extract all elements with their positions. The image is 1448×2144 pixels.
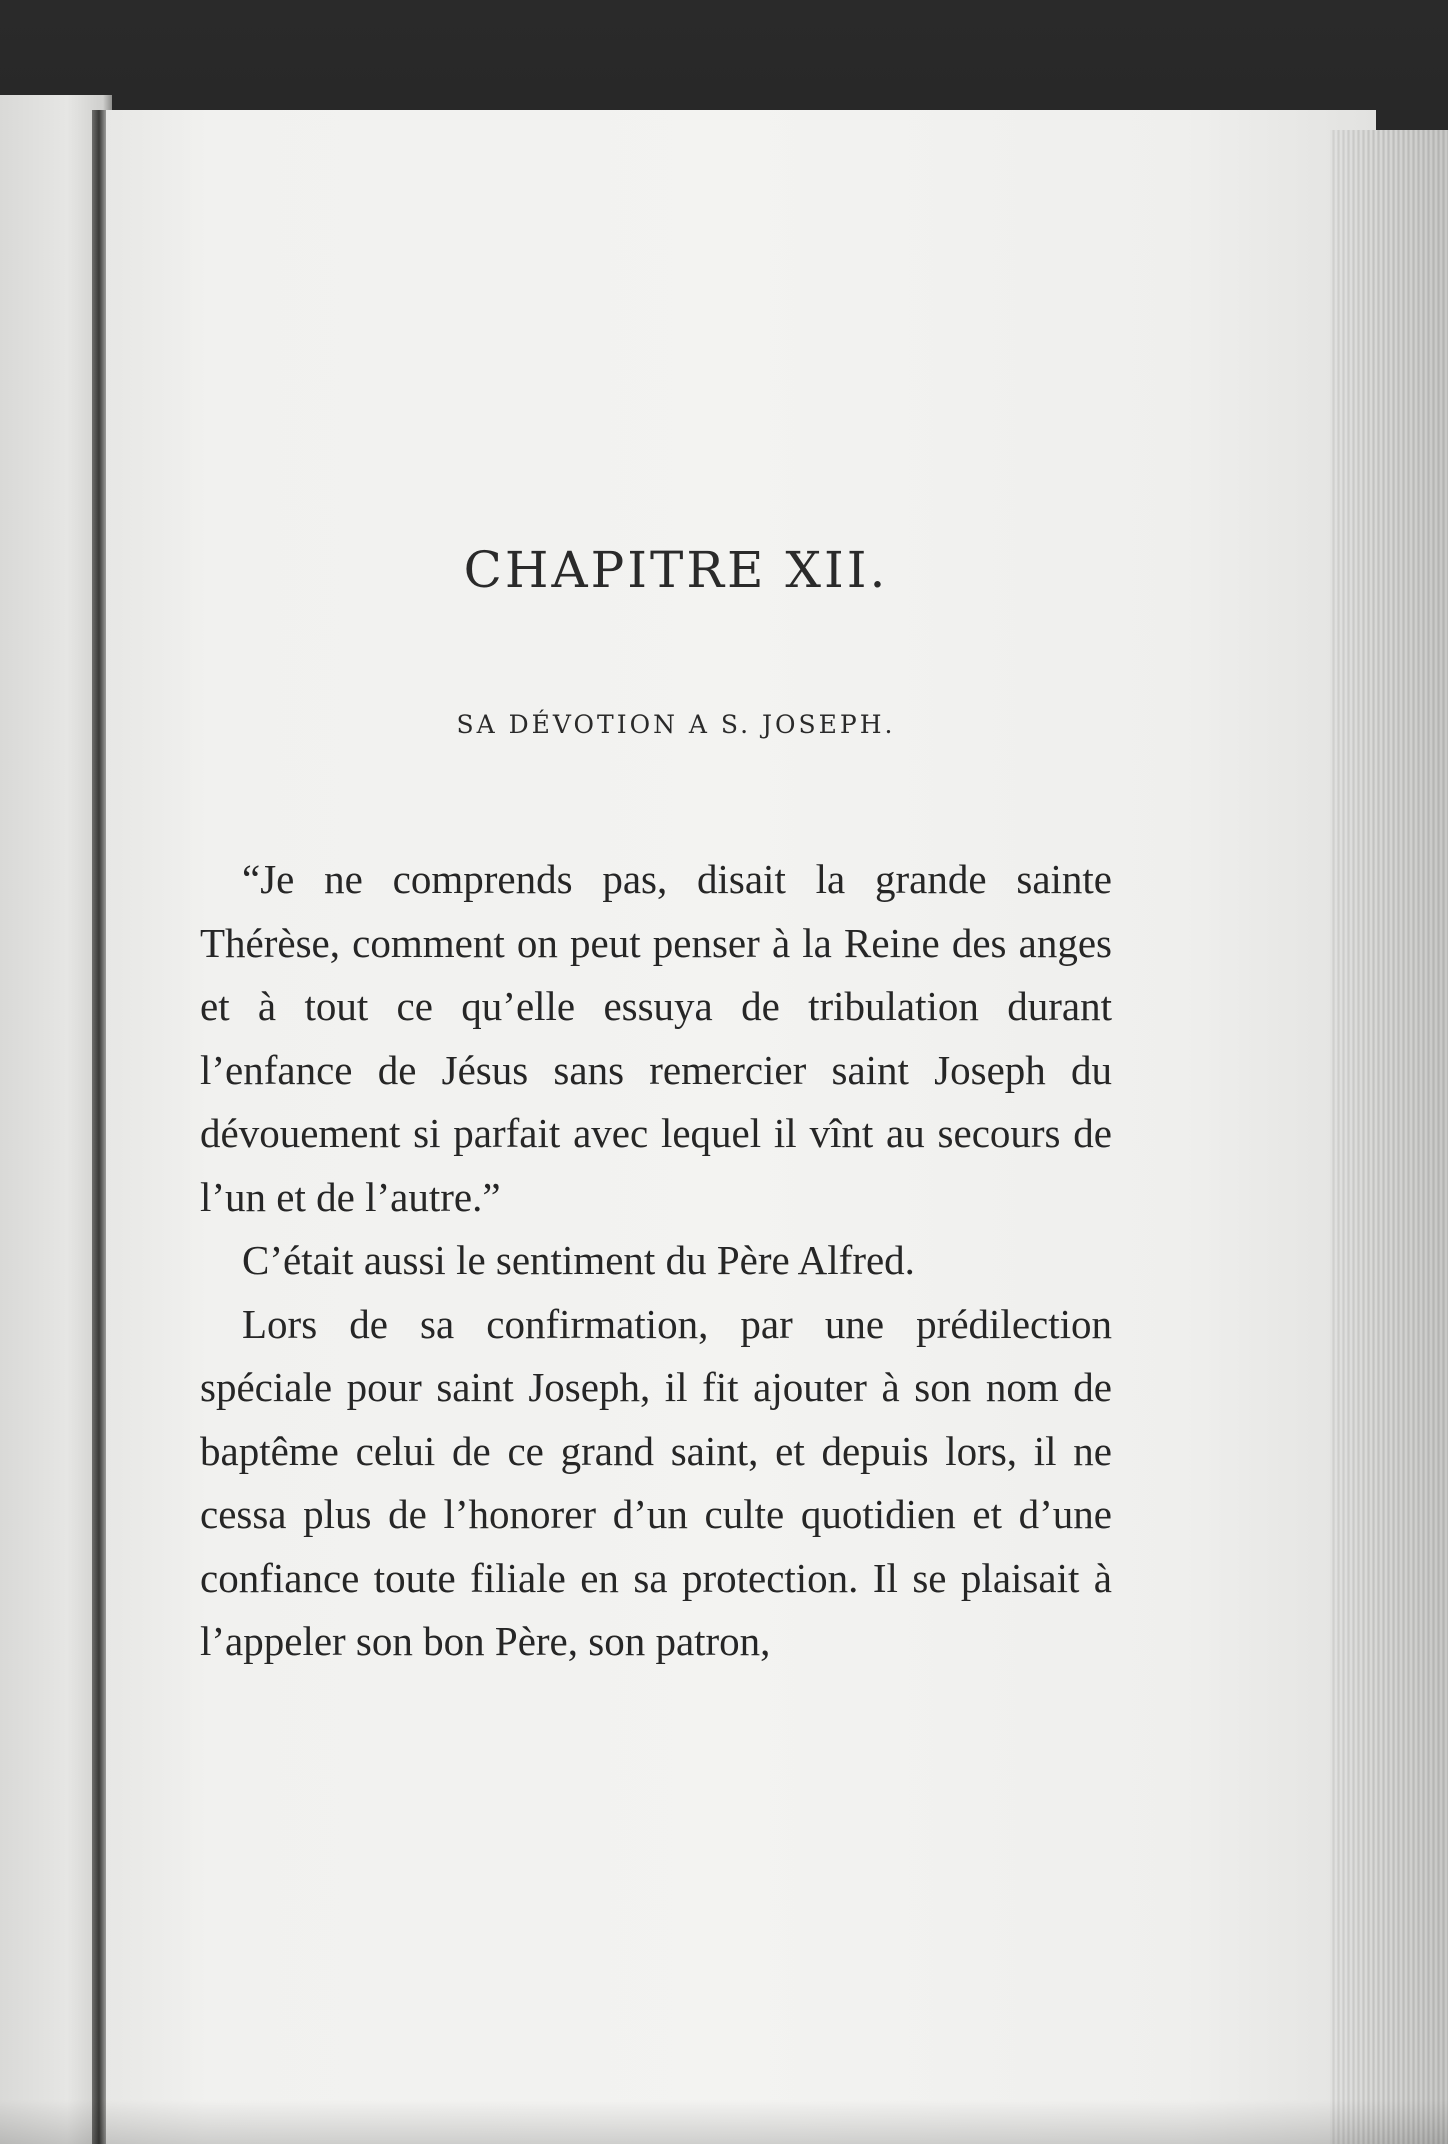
paragraph-quote: “Je ne comprends pas, disait la grande sainte Thérèse, comment on peut penser à la Reine des anges et à tout ce qu’elle essuya de tribulation durant l’enfance de Jésus sans remercier saint Joseph du dévouement si parfait avec lequel il vînt au secours de l’un et de l’autre.” (200, 856, 1112, 1220)
paragraph-confirmation: Lors de sa confirmation, par une prédilection spéciale pour saint Joseph, il fit ajouter à son nom de baptême celui de ce grand saint, et depuis lors, il ne cessa plus de l’honorer d’un culte quotidien et d’une confiance toute filiale en sa protection. Il se plaisait à l’appeler son bon Père, son patron, (200, 1300, 1112, 1664)
page-stack-shade (1330, 130, 1448, 2144)
page-text-block (200, 540, 1112, 1674)
bottom-shadow (0, 2100, 1448, 2144)
chapter-title: CHAPITRE XII. (463, 541, 889, 599)
body-text (200, 848, 1112, 1674)
book-gutter (92, 110, 106, 2144)
section-title: SA DÉVOTION A S. JOSEPH. (456, 710, 896, 739)
paragraph-sentiment: C’était aussi le sentiment du Père Alfred. (242, 1237, 915, 1283)
